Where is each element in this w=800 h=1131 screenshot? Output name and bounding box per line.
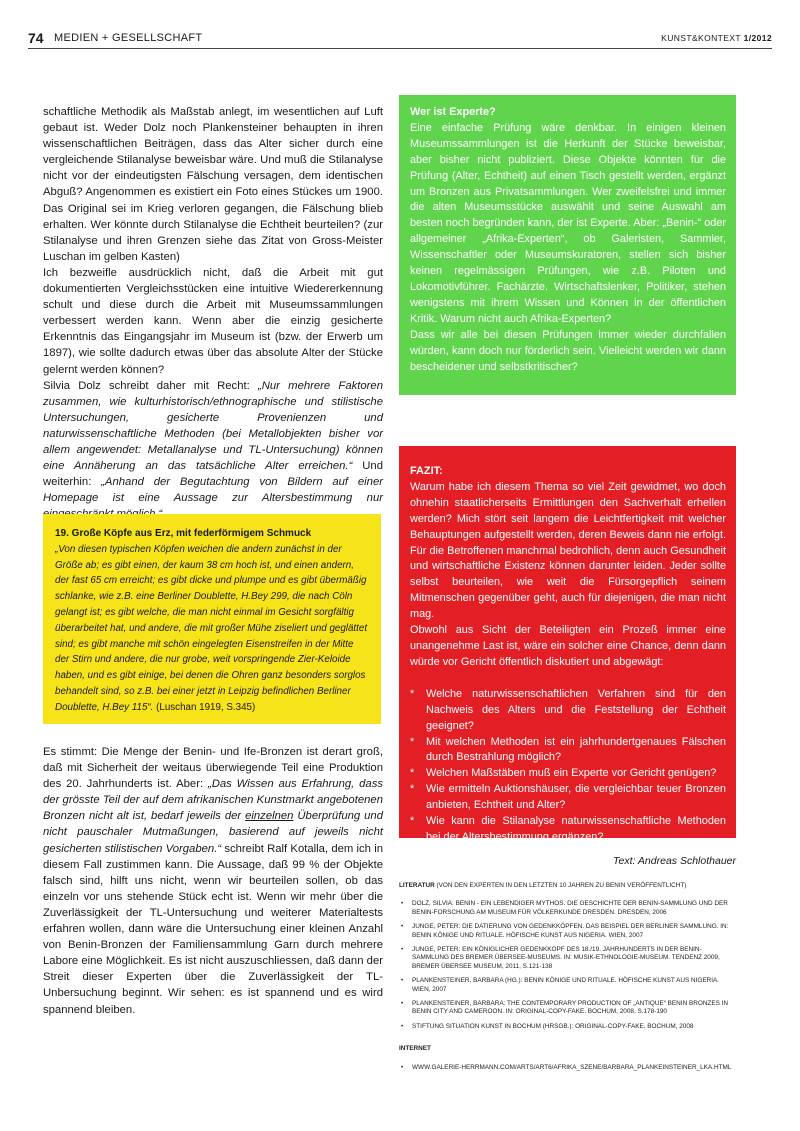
literature-item: • JUNGE, PETER: EIN KÖNIGLICHER GEDENKKOPF DES 18./19. JAHRHUNDERTS IN DER BENIN-SAMMLUNG DES BREMER ÜBERSEE-MUSEUMS. IN: MUSIK-ETHNOLOGIE-MUSEUM. TENDENZ 2009, BREMER ÜBERSEE MUSEUM, 2011, S.121-138 <box>399 946 736 971</box>
asterisk-bullet: * <box>410 767 415 780</box>
dolz-quote-1: „Nur mehrere Faktoren zusammen, wie kulturhistorisch/ethnographische und stilistische Untersuchungen, gesicherte Provenienzen und naturwissenschaftliche Methoden (bei Metallobjekten bisher vor allem angewendet: Metallanalyse und TL-Untersuchung) können eine Annäherung an das tatsächliche Alter erreichen.“ <box>43 379 384 473</box>
literature-list <box>399 900 736 1031</box>
internet-heading: INTERNET <box>399 1045 431 1053</box>
conclusion-box <box>399 446 736 843</box>
literature-item: • DOLZ, SILVIA: BENIN - EIN LEBENDIGER MYTHOS. DIE GESCHICHTE DER BENIN-SAMMLUNG UND DER BENIN-FORSCHUNG AM MUSEUM FÜR VÖLKERKUNDE DRESDEN. DRESDEN, 2006 <box>399 900 736 917</box>
question-item: * Wie ermitteln Auktionshäuser, die vergleichbar teuer Bronzen anbieten, Echtheit und Alter? <box>410 783 726 812</box>
kotalla-outro: schreibt Ralf Kotalla, dem ich in diesem Fall zustimmen kann. Die Aussage, daß 99 % der Objekte falsch sind, hilft uns nicht, wenn wir beurteilen sollen, ob das einzeln vor uns stehende Stück echt ist. Wenn wir mehr über die Zuverlässigkeit der TL-Untersuchung und weiterer Materialtests erfahren wollen, dann wäre die Untersuchung einer kleinen Anzahl von Benin-Bronzen der Familiensammlung Garn durch mehrere Labore eine Möglichkeit. Es ist nicht auszuschliessen, daß dann der Streit dieser Experten über die Zuverlässigkeit der TL-Unbersuchung beginnt. Wir sehen: es ist spannend und es wird spannend bleiben. <box>43 842 383 1016</box>
left-column-top <box>43 104 383 522</box>
kotalla-quote-b: Überprüfung und nicht pauschaler Mutmaßungen, basierend auf jeweils nicht gesicherten stilistischen Vorgaben.“ <box>43 810 383 855</box>
section-title: MEDIEN + GESELLSCHAFT <box>54 32 203 44</box>
question-item: * Wie kann die Stilanalyse naturwissenschaftliche Methoden bei der Altersbestimmung ergänzen? <box>410 815 726 843</box>
expert-box-title: Wer ist Experte? <box>410 106 496 118</box>
left-column-bottom <box>43 744 383 1018</box>
dolz-middle: Und weiterhin: <box>43 460 383 489</box>
quote-box-title: 19. Große Köpfe aus Erz, mit federförmigem Schmuck <box>55 528 312 539</box>
asterisk-bullet: * <box>410 815 415 828</box>
question-list <box>410 687 726 846</box>
dolz-quote-2: „Anhand der Begutachtung von Bildern auf einer Homepage ist eine Aussage zur Altersbestimmung nur <box>43 476 383 505</box>
asterisk-bullet: * <box>410 783 415 796</box>
issue-number: 1/2012 <box>743 33 772 43</box>
literature-section <box>399 882 736 1078</box>
conclusion-title: FAZIT: <box>410 465 443 477</box>
quote-box-body <box>55 542 369 716</box>
conclusion-paragraph: Obwohl aus Sicht der Beteiligten ein Prozeß immer eine unangenehme Last ist, wäre ein solcher eine Chance, denn dann würde vor Gericht öffentlich diskutiert und abgewägt: <box>410 624 726 668</box>
expert-box <box>399 95 736 395</box>
internet-list <box>399 1064 736 1072</box>
asterisk-bullet: * <box>410 735 415 748</box>
body-paragraph: schaftliche Methodik als Maßstab anlegt, im wesentlichen auf Luft gebaut ist. Weder Dolz noch Plankensteiner behaupten in ihren wissenschaftlichen Beiträgen, dass das Alter sicher durch eine vergleichende Stilanalyse beweisbar wäre. Und muß die Stilanalyse nicht vor der eindeutigsten Fälschung versagen, dem identischen Abguß? Angenommen es existiert ein Foto eines Stückes um 1900. Das Original sei im Krieg verloren gegangen, die Fälschung blieb erhalten. Wer könnte durch Stilanalyse die Echtheit beurteilen? (zur Stilanalyse und ihren Grenzen siehe das Zitat von Gross-Meister Luschan im gelben Kasten) <box>43 106 383 263</box>
kotalla-quote-a: „Das Wissen aus Erfahrung, dass der grösste Teil der auf dem afrikanischen Kunstmarkt angebotenen Bronzen nicht alt ist, bedarf jeweils der <box>43 778 383 823</box>
question-item: * Welche naturwissenschaftlichen Verfahren sind für den Nachweis des Alters und die Feststellung der Echtheit geeignet? <box>410 687 726 732</box>
kotalla-intro: Es stimmt: Die Menge der Benin- und Ife-Bronzen ist derart groß, daß mit Sicherheit der weitaus überwiegende Teil eine Produktion des 20. Jahrhunderts ist. Aber: <box>43 746 383 791</box>
literature-item: • STIFTUNG SITUATION KUNST IN BOCHUM (HRSGB.): ORIGINAL-COPY-FAKE. BOCHUM, 2008 <box>399 1023 736 1031</box>
dolz-paragraph <box>43 378 383 523</box>
author-credit: Text: Andreas Schlothauer <box>613 855 736 867</box>
luschan-citation: (Luschan 1919, S.345) <box>153 701 256 713</box>
expert-box-closing: Dass wir alle bei diesen Prüfungen immer wieder durchfallen würden, kann doch nur förderlich sein. Vielleicht werden wir dann bescheidener und selbstkritischer? <box>410 328 726 373</box>
question-item: * Welchen Maßstäben muß ein Experte vor Gericht genügen? <box>410 766 726 782</box>
literature-item: • PLANKENSTEINER, BARBARA: THE CONTEMPORARY PRODUCTION OF „ANTIQUE“ BENIN BRONZES IN BENIN CITY AND CAMEROON. IN: ORIGINAL-COPY-FAKE. BOCHUM, 2008, S.178-190 <box>399 1000 736 1017</box>
literature-item: • PLANKENSTEINER, BARBARA (HG.): BENIN KÖNIGE UND RITUALE. HÖFISCHE KUNST AUS NIGERIA. WIEN, 2007 <box>399 977 736 994</box>
kotalla-quote-underlined: einzelnen <box>245 810 294 823</box>
page-number: 74 <box>28 30 44 46</box>
body-paragraph: Ich bezweifle ausdrücklich nicht, daß die Arbeit mit gut dokumentierten Vergleichsstücken eine intuitive Wiedererkennung schult und diese durch die Arbeit mit Museumssammlungen verbessert werden kann. Wenn aber die einzig gesicherte Erkenntnis das Eingangsjahr im Museum ist (bzw. der Erwerb um 1897), wie sollte dadurch etwas über das absolute Alter der Stücke gelernt werden können? <box>43 266 383 376</box>
literature-item: • JUNGE, PETER: DIE DATIERUNG VON GEDENKKÖPFEN. DAS BEISPIEL DER BERLINER SAMMLUNG. IN: BENIN KÖNIGE UND RITUALE. HÖFISCHE KUNST AUS NIGERIA. WIEN, 2007 <box>399 923 736 940</box>
header-rule <box>28 48 772 49</box>
internet-link[interactable]: • WWW.GALERIE-HERRMANN.COM/ARTS/ART6/AFRIKA_SZENE/BARBARA_PLANKEINSTEINER_LKA.HTML <box>399 1064 736 1072</box>
luschan-quote-box <box>43 514 381 724</box>
magazine-name: KUNST&KONTEXT <box>661 33 741 43</box>
page-header <box>28 30 772 48</box>
magazine-issue <box>661 33 772 43</box>
dolz-intro: Silvia Dolz schreibt daher mit Recht: <box>43 379 258 392</box>
kotalla-paragraph <box>43 744 383 1018</box>
question-item: * Mit welchen Methoden ist ein jahrhundertgenaues Fälschen durch Bestrahlung möglich? <box>410 735 726 764</box>
expert-box-body: Eine einfache Prüfung wäre denkbar. In einigen kleinen Museumssammlungen ist die Herkunft der Stücke beweisbar, aber bisher nicht publiziert. Diese Objekte könnten für die Prüfung (Alter, Echtheit) auf einen Tisch gestellt werden, ergänzt um Bronzen aus Privatsammlungen. Wer zweifelsfrei und immer die alten Museumsstücke auswählt und seine Auswahl am besten noch begründen kann, der ist Experte. Aber: „Benin-“ oder allgemeiner „Afrika-Experten“, ob Galeristen, Sammler, Wissenschaftler oder Museumskuratoren, stellen sich bisher keinen regelmässigen Prüfungen, wie z.B. Piloten und Lokomotivführer. Fachärzte. Wirtschaftslenker, Politiker, stehen wenigstens mit ihrem Wissen und Können in der öffentlichen Kritik. Warum nicht auch Afrika-Experten? <box>410 121 726 325</box>
literature-heading: LITERATUR (VON DEN EXPERTEN IN DEN LETZTEN 10 JAHREN ZU BENIN VERÖFFENTLICHT) <box>399 882 687 889</box>
conclusion-paragraph: Warum habe ich diesem Thema so viel Zeit gewidmet, wo doch ohnehin staatlicherseits Ermittlungen den Sachverhalt erhellen werden? Mich stört seit langem die Leichtfertigkeit mit welcher Behauptungen aufgestellt werden, deren Beweis dann nie erfolgt. Für die Betroffenen manchmal bedrohlich, denn auch Gesundheit und wirtschaftliche Existenz können darunter leiden. Jeder sollte selbst beurteilen, wie weit die Fürsorgepflich seinem Mitmenschen gegenüber geht, auch für diejenigen, die man nicht mag. <box>410 480 726 621</box>
asterisk-bullet: * <box>410 687 415 700</box>
luschan-quote: „Von diesen typischen Köpfen weichen die andern zunächst in der Größe ab; es gibt einen, der kaum 38 cm hoch ist, und einen andern, der fast 65 cm erreicht; es gibt dicke und plumpe und es gibt übermäßig schlanke, wie z.B. eine Berliner Doublette, H.Bey 299, die nach Cöln gelangt ist; es gibt welche, die man nicht einmal im Gesicht sorgfältig überarbeitet hat, und andere, die mit großer Mühe ziseliert und geglättet sind; es gibt manche mit schön eingelegten Eisenstreifen in der Mitte der Stirn und andere, die nur grobe, weit vorspringende Zier-Keloide haben, und es gibt einige, bei denen die Ohren ganz besonders sorglos behandelt sind, so z.B. bei einer jetzt in Leipzig befindlichen Berliner Doublette, H.Bey 115“. <box>55 543 368 713</box>
